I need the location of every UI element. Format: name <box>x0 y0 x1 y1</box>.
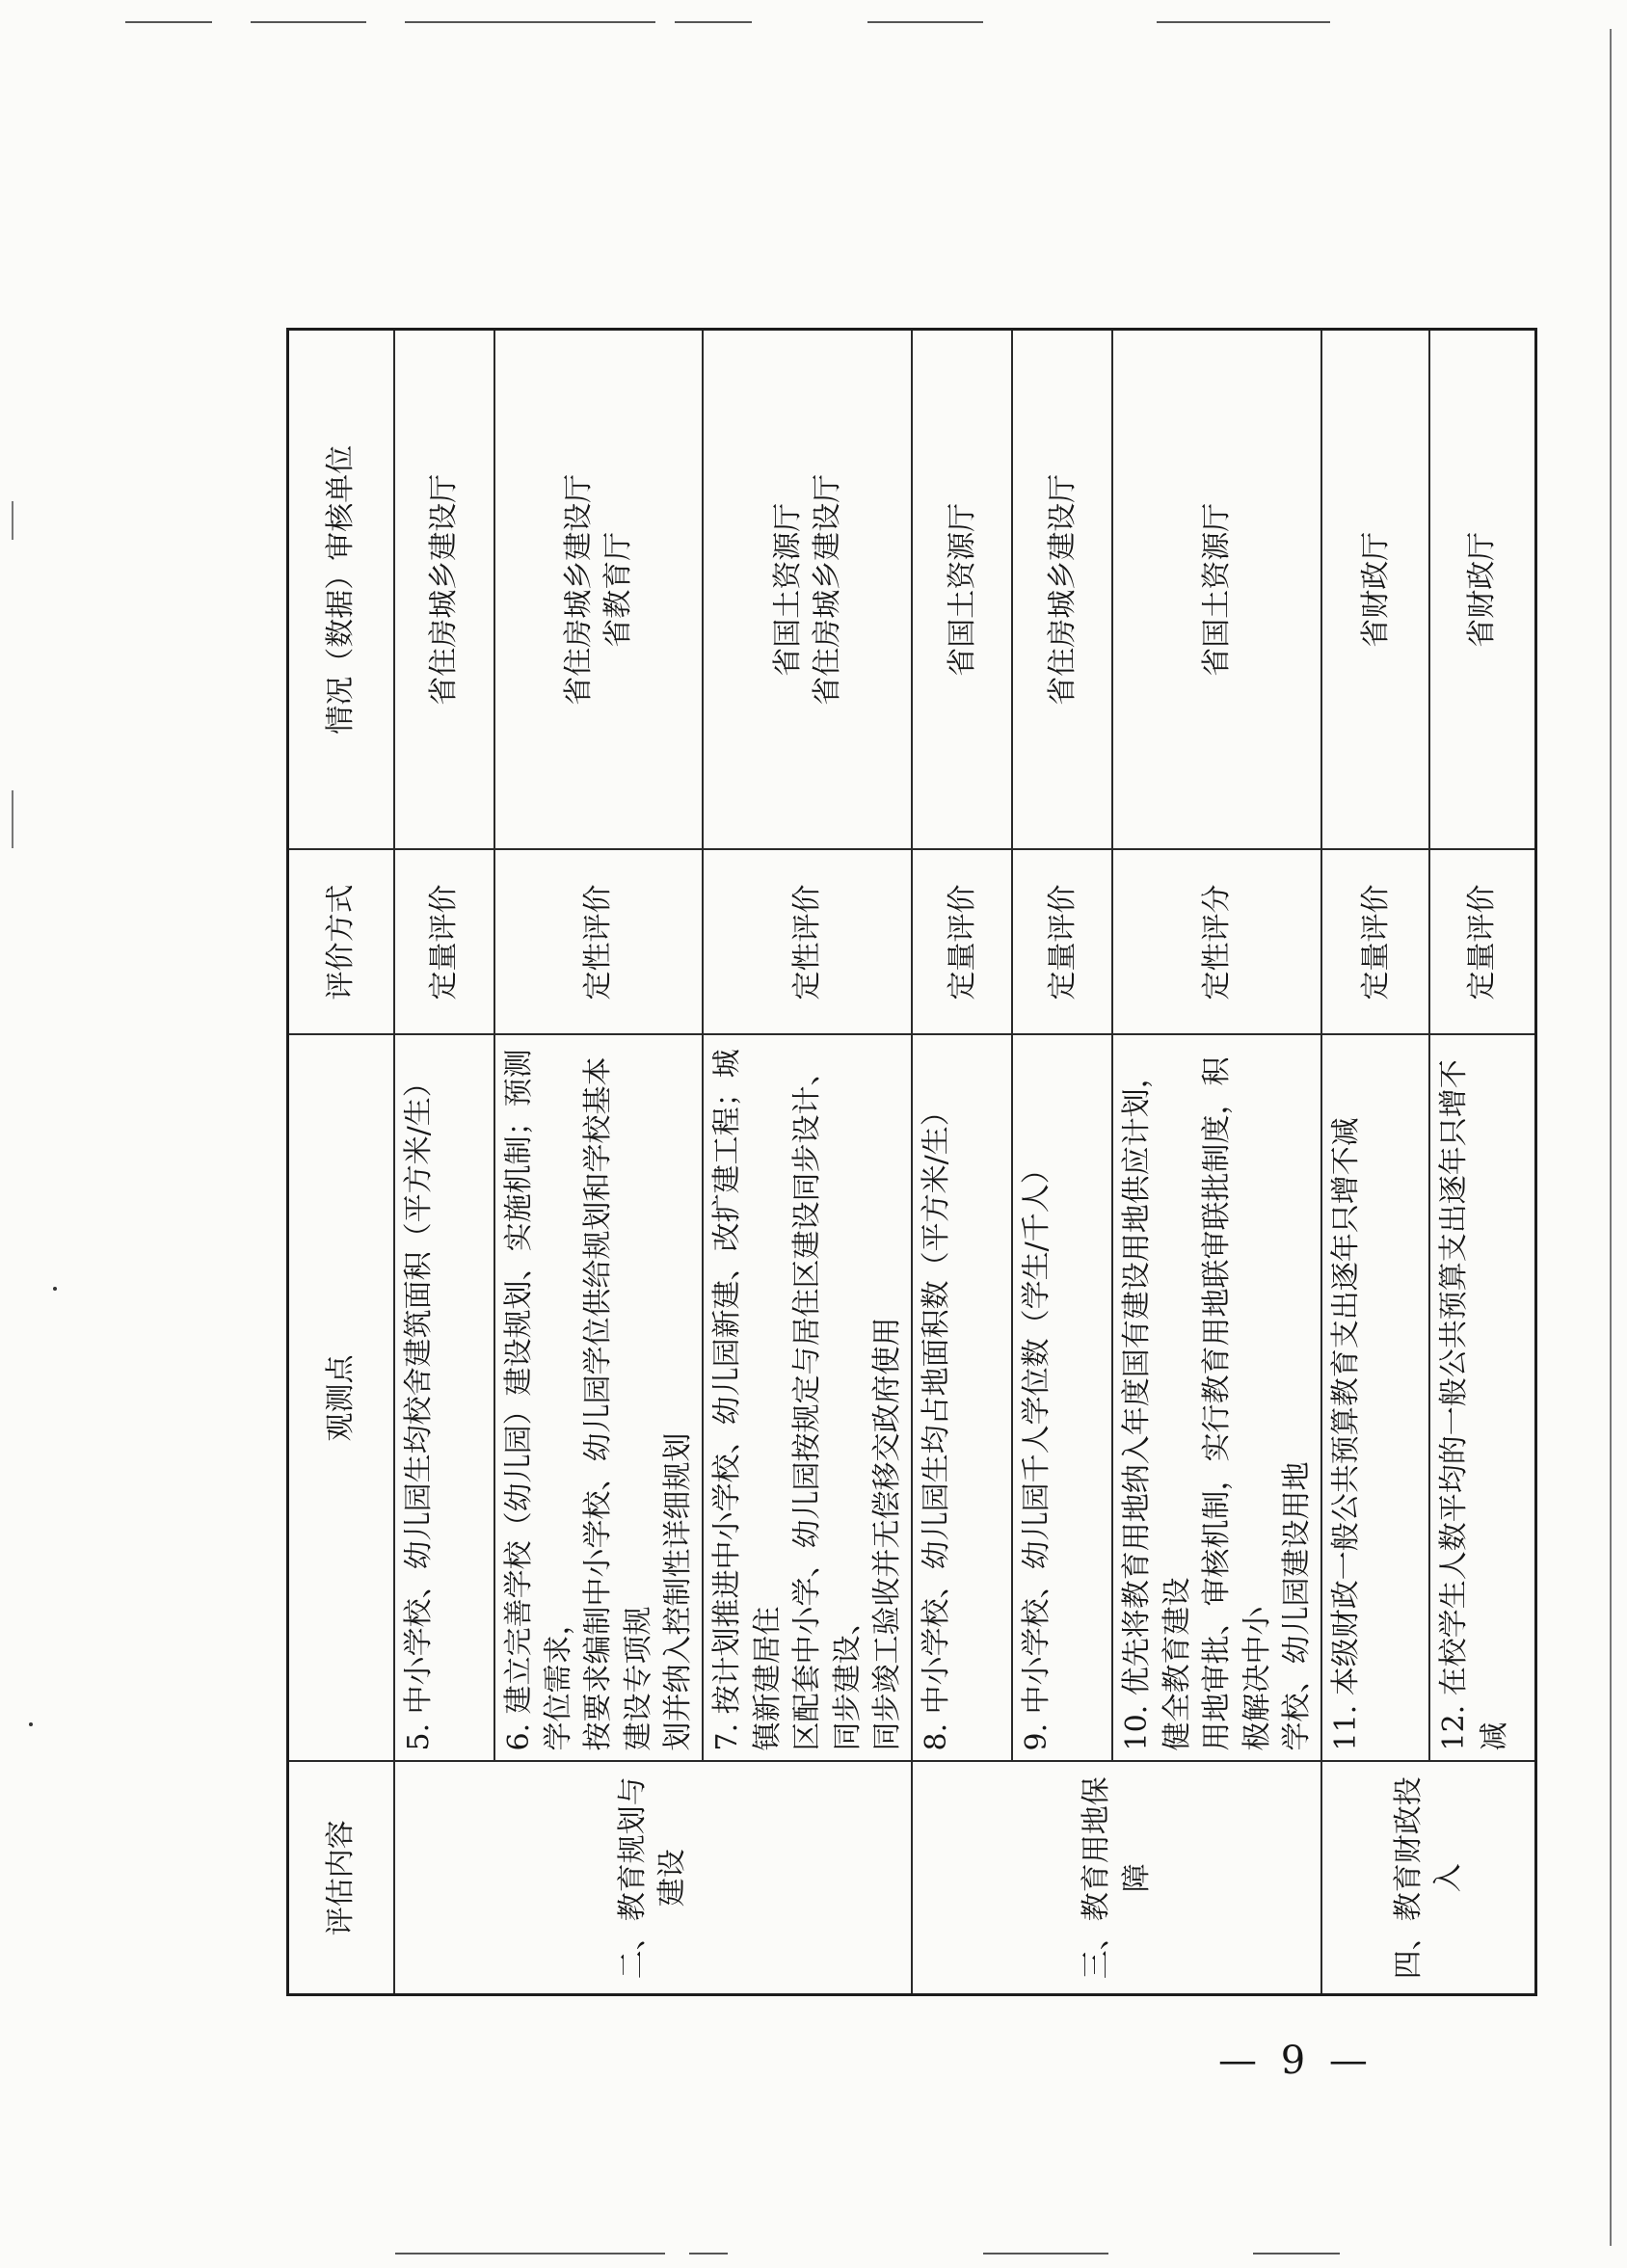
unit-cell <box>394 330 494 850</box>
scan-bottom-mark <box>395 2253 665 2255</box>
category-cell: 三、教育用地保障 <box>912 1762 1321 1995</box>
observation-line: 9. 中小学校、幼儿园千人学位数（学生/千人） <box>1020 1155 1054 1751</box>
category-cell: 二、教育规划与建设 <box>394 1762 913 1995</box>
table-row <box>703 330 912 1995</box>
scan-top-mark <box>405 21 655 23</box>
table-row <box>912 330 1012 1995</box>
scan-top-mark <box>867 21 983 23</box>
unit-line: 省国土资源厅 <box>945 502 979 677</box>
scan-bottom-mark <box>983 2253 1108 2255</box>
table-row <box>1321 330 1429 1995</box>
unit-line: 省住房城乡建设厅 <box>1045 473 1080 706</box>
unit-line: 省财政厅 <box>1465 531 1500 648</box>
evaluation-table <box>286 328 1537 1996</box>
observation-line: 12. 在校学生人数平均的一般公共预算支出逐年只增不减 <box>1437 1059 1511 1751</box>
method-cell: 定性评价 <box>703 850 912 1035</box>
scan-left-mark <box>12 790 13 848</box>
method-cell: 定性评价 <box>494 850 704 1035</box>
observation-line: 11. 本级财政一般公共预算教育支出逐年只增不减 <box>1329 1117 1364 1751</box>
scan-bottom-mark <box>689 2253 728 2255</box>
observation-line: 7. 按计划推进中小学校、幼儿园新建、改扩建工程；城镇新建居住 <box>710 1049 785 1751</box>
unit-line: 省教育厅 <box>600 531 635 648</box>
observation-line: 按要求编制中小学校、幼儿园学位供给规划和学校基本建设专项规 <box>581 1056 655 1751</box>
method-cell: 定量评价 <box>1321 850 1429 1035</box>
scan-top-mark <box>675 21 752 23</box>
unit-line: 省财政厅 <box>1358 531 1393 648</box>
observation-cell <box>1112 1035 1321 1762</box>
method-cell: 定量评价 <box>1012 850 1112 1035</box>
scan-bottom-mark <box>1253 2253 1340 2255</box>
header-method: 评价方式 <box>288 850 394 1035</box>
table-row <box>1112 330 1321 1995</box>
observation-line: 划并纳入控制性详细规划 <box>661 1432 696 1751</box>
unit-line: 省住房城乡建设厅 <box>426 473 461 706</box>
unit-cell <box>1429 330 1535 850</box>
unit-line: 省住房城乡建设厅 <box>561 473 596 706</box>
observation-line: 区配套中小学、幼儿园按规定与居住区建设同步设计、同步建设、 <box>790 1056 865 1751</box>
rotated-table-wrapper <box>286 331 1511 1996</box>
scan-top-mark <box>251 21 366 23</box>
observation-line: 5. 中小学校、幼儿园生均校舍建筑面积（平方米/生） <box>401 1068 436 1751</box>
unit-cell <box>703 330 912 850</box>
method-cell: 定量评价 <box>912 850 1012 1035</box>
unit-cell <box>912 330 1012 850</box>
header-content: 评估内容 <box>288 1762 394 1995</box>
table-row <box>394 330 494 1995</box>
header-unit: 情况（数据）审核单位 <box>288 330 394 850</box>
unit-cell <box>1012 330 1112 850</box>
category-cell: 四、教育财政投入 <box>1321 1762 1535 1995</box>
observation-cell <box>1429 1035 1535 1762</box>
table-row <box>1012 330 1112 1995</box>
scan-speck <box>29 1722 33 1726</box>
method-cell: 定量评价 <box>1429 850 1535 1035</box>
table-row <box>494 330 704 1995</box>
method-cell: 定量评价 <box>394 850 494 1035</box>
unit-cell <box>494 330 704 850</box>
observation-cell <box>912 1035 1012 1762</box>
table-row <box>1429 330 1535 1995</box>
page-number: — 9 — <box>1218 2039 1374 2083</box>
observation-line: 8. 中小学校、幼儿园生均占地面积数（平方米/生） <box>920 1097 954 1751</box>
header-observation: 观测点 <box>288 1035 394 1762</box>
method-cell: 定性评分 <box>1112 850 1321 1035</box>
observation-cell <box>394 1035 494 1762</box>
scan-top-mark <box>125 21 212 23</box>
scan-speck <box>53 1287 57 1291</box>
observation-cell <box>1012 1035 1112 1762</box>
observation-line: 同步竣工验收并无偿移交政府使用 <box>870 1317 905 1751</box>
scan-right-edge <box>1610 29 1612 2246</box>
unit-cell <box>1112 330 1321 850</box>
unit-line: 省国土资源厅 <box>1200 502 1235 677</box>
unit-cell <box>1321 330 1429 850</box>
observation-line: 6. 建立完善学校（幼儿园）建设规划、实施机制；预测学位需求， <box>501 1049 575 1751</box>
observation-cell <box>494 1035 704 1762</box>
observation-line: 学校、幼儿园建设用地 <box>1279 1461 1314 1751</box>
scan-top-mark <box>1157 21 1330 23</box>
unit-line: 省住房城乡建设厅 <box>810 473 844 706</box>
observation-line: 10. 优先将教育用地纳入年度国有建设用地供应计划，健全教育建设 <box>1120 1059 1194 1751</box>
scan-left-mark <box>12 501 13 540</box>
unit-line: 省国土资源厅 <box>770 502 805 677</box>
observation-cell <box>1321 1035 1429 1762</box>
table-header-row <box>288 330 394 1995</box>
observation-line: 用地审批、审核机制，实行教育用地联审联批制度，积极解决中小 <box>1200 1056 1274 1751</box>
observation-cell <box>703 1035 912 1762</box>
